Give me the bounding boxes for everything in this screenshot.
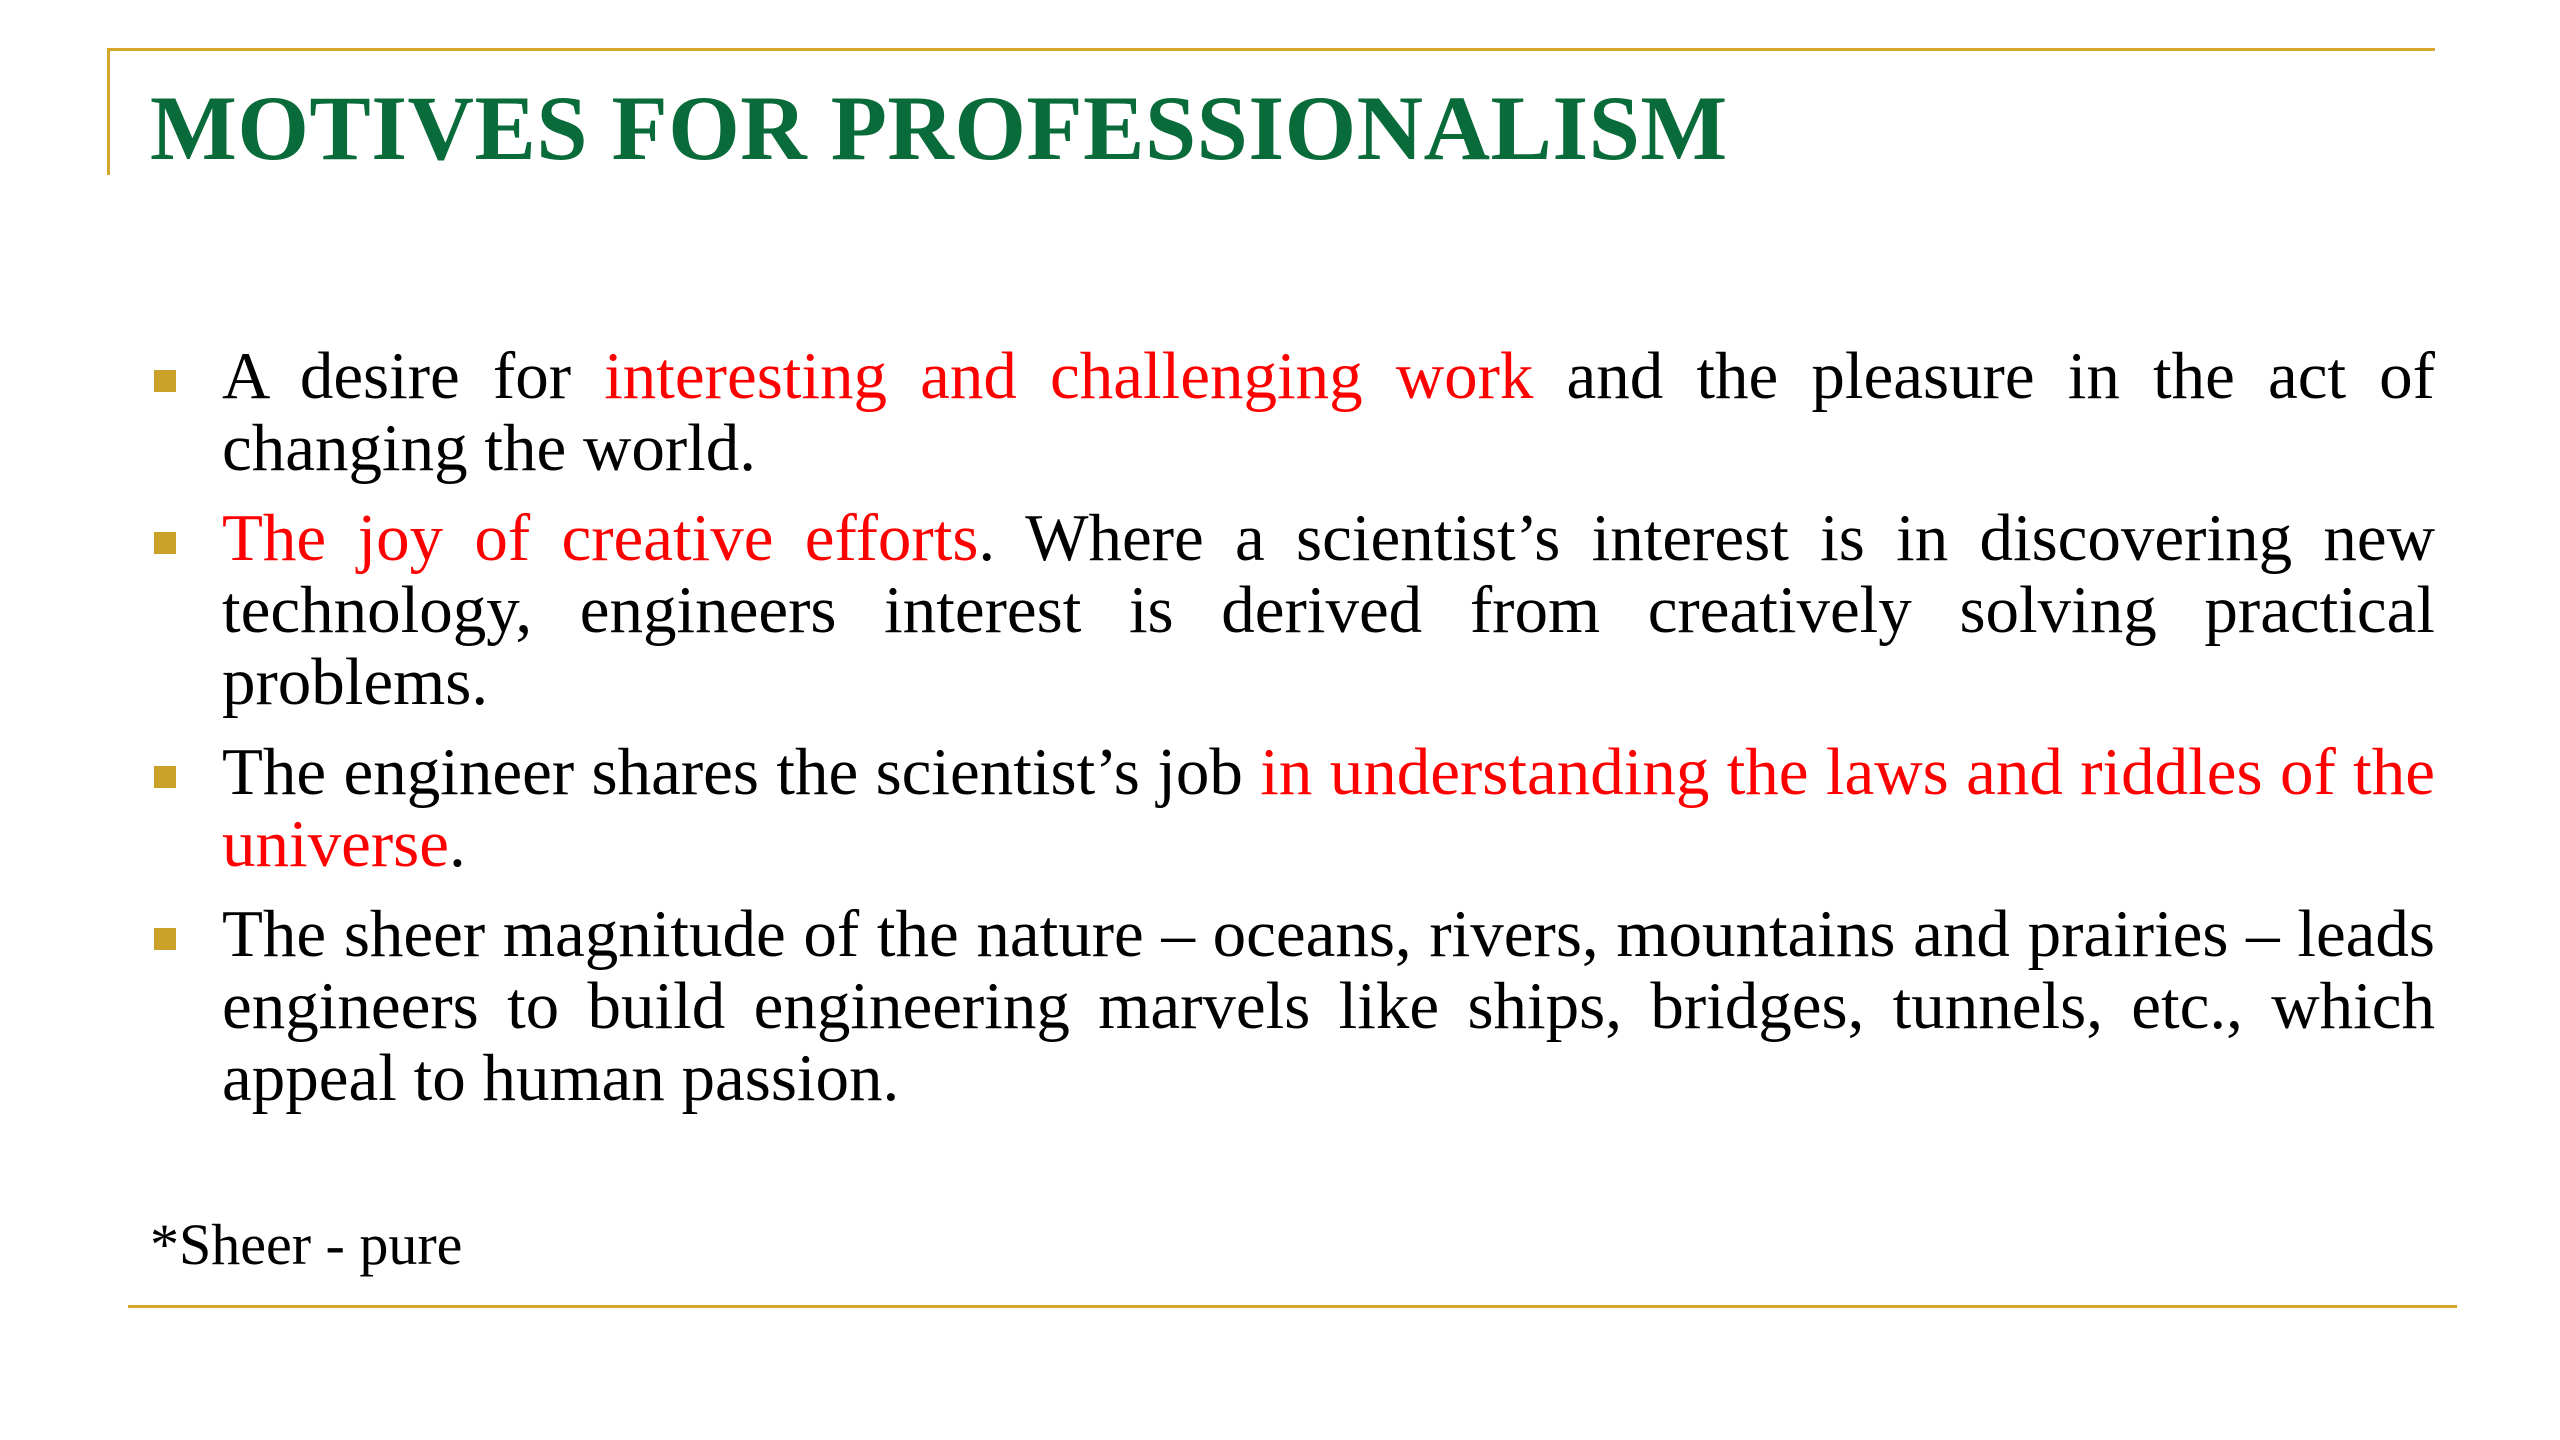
square-bullet-icon bbox=[154, 766, 176, 788]
highlighted-text: The joy of creative efforts bbox=[222, 501, 979, 575]
bullet-text: . bbox=[448, 807, 466, 881]
bullet-item bbox=[150, 502, 2435, 718]
title-left-rule bbox=[107, 48, 110, 175]
bullet-text: The sheer magnitude of the nature – oceans, rivers, mountains and prairies – leads engineers to build engineering marvels like ships, bridges, tunnels, etc., which appeal to human passion. bbox=[222, 897, 2435, 1115]
square-bullet-icon bbox=[154, 370, 176, 392]
bullet-item bbox=[150, 736, 2435, 880]
square-bullet-icon bbox=[154, 928, 176, 950]
bullet-text: . Where a scientist’s interest is in discovering new technology, engineers interest is derived from creatively solving practical problems. bbox=[222, 501, 2435, 719]
bullet-item bbox=[150, 340, 2435, 484]
square-bullet-icon bbox=[154, 532, 176, 554]
slide-title: MOTIVES FOR PROFESSIONALISM bbox=[150, 77, 1728, 179]
footer-rule bbox=[128, 1305, 2457, 1308]
bullet-item bbox=[150, 898, 2435, 1114]
title-top-rule bbox=[107, 48, 2435, 51]
bullet-text: A desire for bbox=[222, 339, 605, 413]
bullet-text: and the pleasure in the act of changing the world. bbox=[222, 339, 2435, 485]
highlighted-text: interesting and challenging work bbox=[604, 339, 1534, 413]
bullet-text: The engineer shares the scientist’s job bbox=[222, 735, 1261, 809]
bullet-list bbox=[150, 340, 2435, 1132]
highlighted-text: in understanding the laws and riddles of the universe bbox=[222, 735, 2435, 881]
footnote: *Sheer - pure bbox=[150, 1212, 463, 1277]
